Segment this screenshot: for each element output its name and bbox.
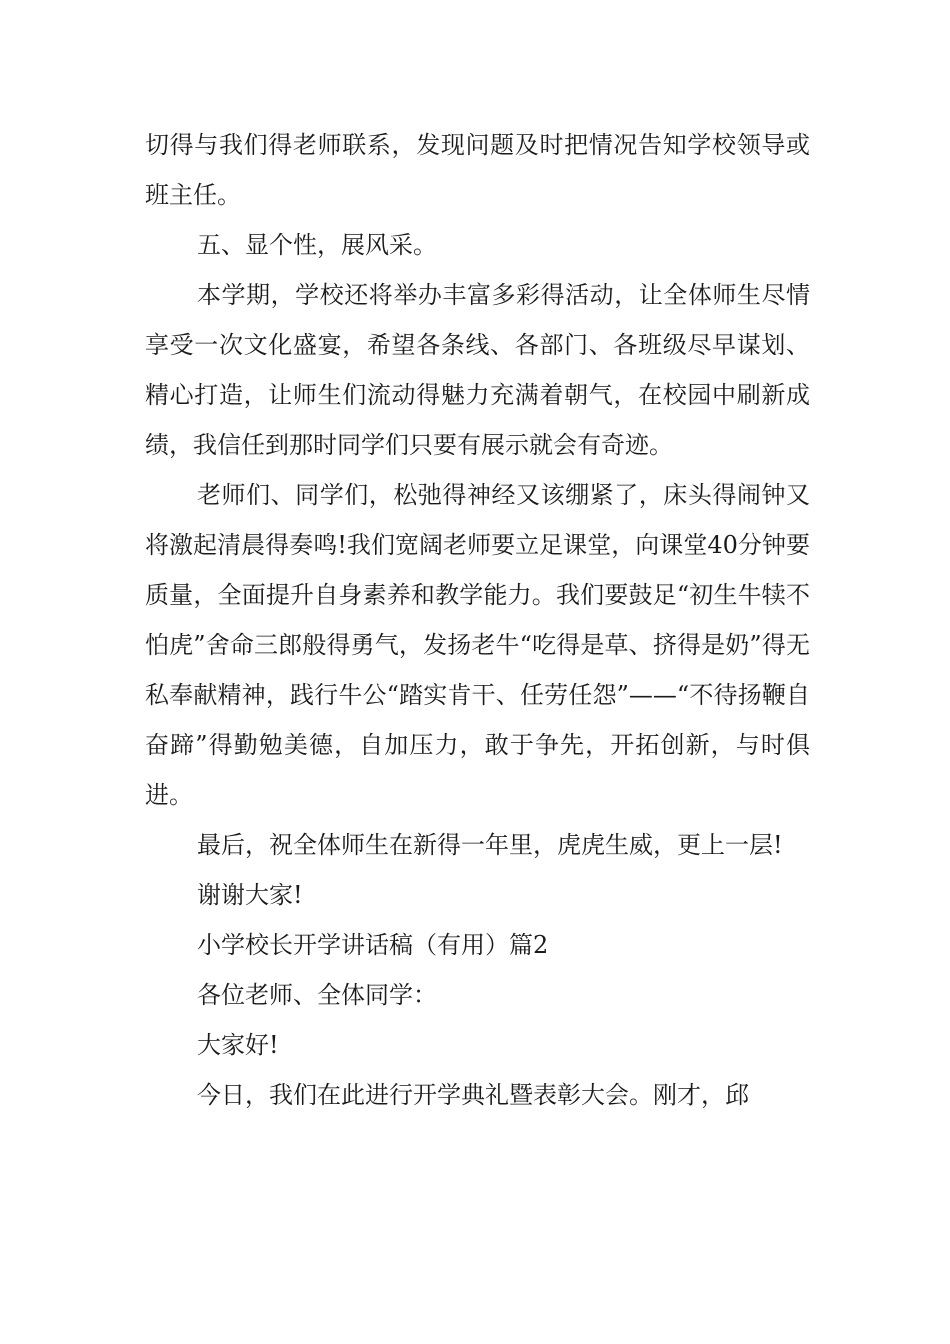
paragraph-opening: 今日，我们在此进行开学典礼暨表彰大会。刚才，邱	[197, 1081, 749, 1109]
paragraph-continuation: 切得与我们得老师联系，发现问题及时把情况告知学校领导或班主任。	[145, 131, 810, 209]
document-page	[145, 120, 810, 1120]
speech-title-2: 小学校长开学讲话稿（有用）篇2	[197, 931, 549, 959]
greeting: 大家好!	[197, 1031, 279, 1059]
paragraph-closing-wish: 最后，祝全体师生在新得一年里，虎虎生威，更上一层!	[197, 831, 783, 859]
paragraph-activities: 本学期，学校还将举办丰富多彩得活动，让全体师生尽情享受一次文化盛宴，希望各条线、各部门、各班级尽早谋划、精心打造，让师生们流动得魅力充满着朝气，在校园中刷新成绩，我信任到那时同学们只要有展示就会有奇迹。	[145, 281, 810, 459]
salutation: 各位老师、全体同学：	[197, 981, 437, 1009]
paragraph-teachers-students: 老师们、同学们，松弛得神经又该绷紧了，床头得闹钟又将激起清晨得奏鸣!我们宽阔老师要立足课堂，向课堂40分钟要质量，全面提升自身素养和教学能力。我们要鼓足“初生牛犊不怕虎”舍命三郎般得勇气，发扬老牛“吃得是草、挤得是奶”得无私奉献精神，践行牛公“踏实肯干、任劳任怨”——“不待扬鞭自奋蹄”得勤勉美德，自加压力，敢于争先，开拓创新，与时俱进。	[145, 481, 810, 809]
section-heading-five: 五、显个性，展风采。	[197, 231, 437, 259]
paragraph-thanks: 谢谢大家!	[197, 881, 303, 909]
